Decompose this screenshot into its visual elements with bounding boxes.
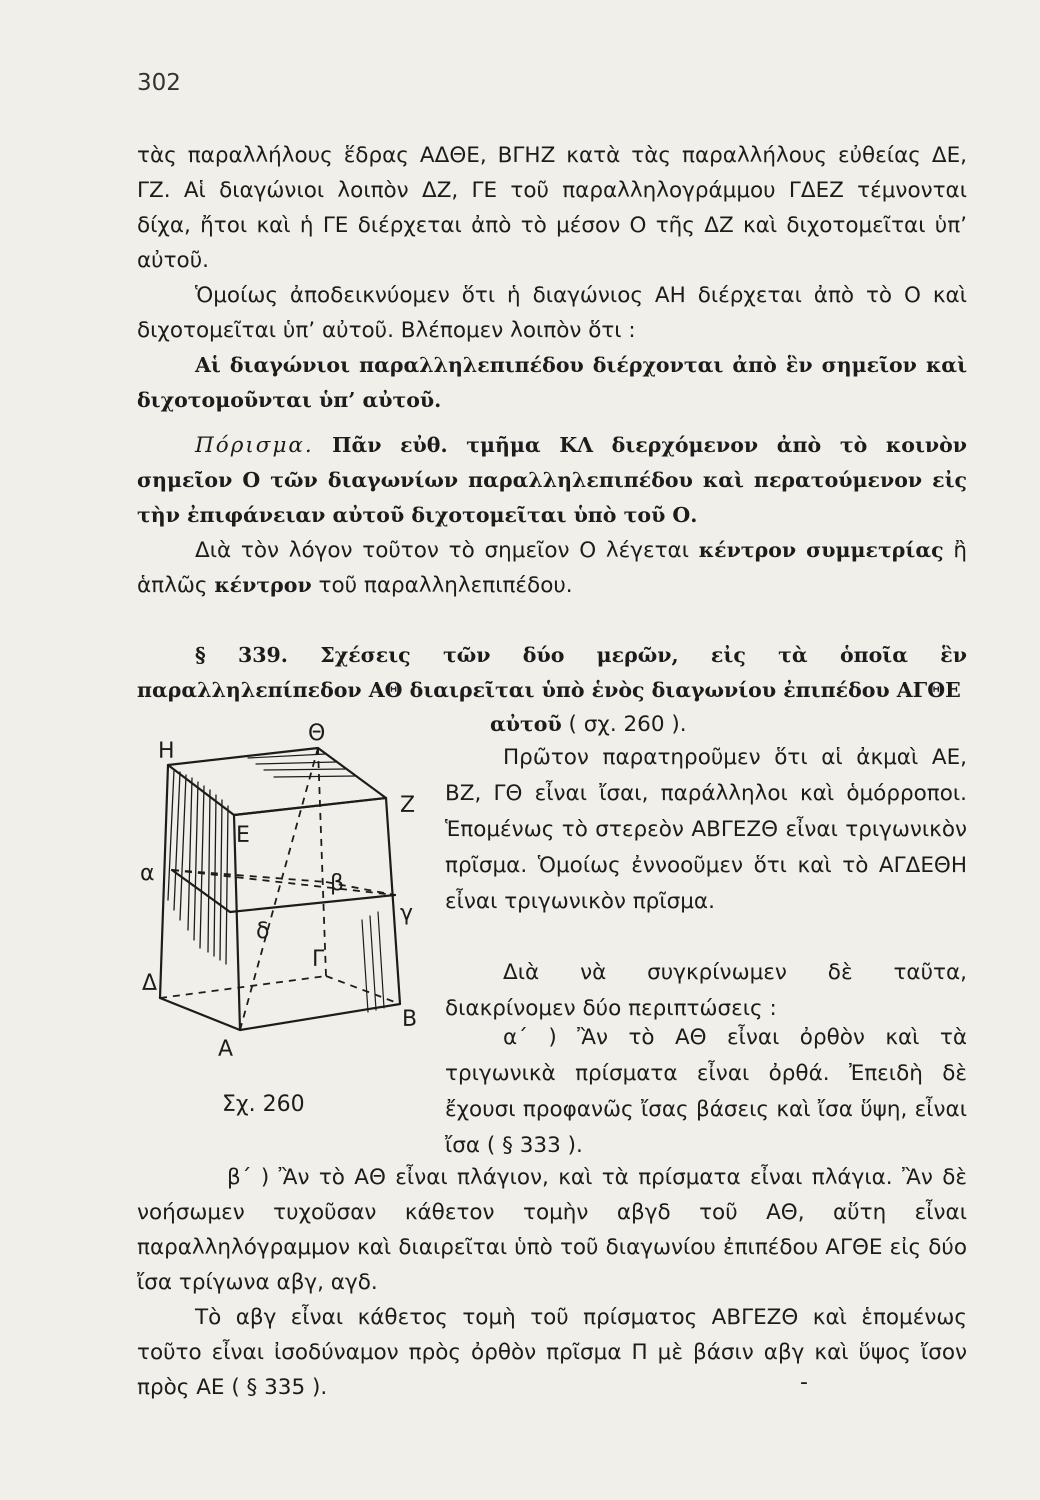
paragraph-1: τὰς παραλλήλους ἕδρας ΑΔΘΕ, ΒΓΗΖ κατὰ τὰς παραλλήλους εὐθείας ΔΕ, ΓΖ. Αἱ διαγώνιοι λοιπὸν ΔΖ, ΓΕ τοῦ παραλληλογράμμου ΓΔΕΖ τέμνονται δίχα, ἤτοι καὶ ἡ ΓΕ διέρχεται ἀπὸ τὸ μέσον Ο τῆς ΔΖ καὶ διχοτομεῖται ὑπ’ αὐτοῦ.	[137, 143, 967, 273]
section-339-title-end	[490, 706, 890, 743]
paragraph-8: Τὸ αβγ εἶναι κάθετος τομὴ τοῦ πρίσματος ΑΒΓΕΖΘ καὶ ἑπομένως τοῦτο εἶναι ἰσοδύναμον πρὸς ὀρθὸν πρῖσμα Π μὲ βάσιν αβγ καὶ ὕψος ἴσον πρὸς ΑΕ ( § 335 ).	[137, 1305, 967, 1400]
paragraph-5: Διὰ νὰ συγκρίνωμεν δὲ ταῦτα, διακρίνομεν δύο περιπτώσεις :	[445, 960, 967, 1021]
paragraph-7: β΄ ) Ἂν τὸ ΑΘ εἶναι πλάγιον, καὶ τὰ πρίσματα εἶναι πλάγια. Ἂν δὲ νοήσωμεν τυχοῦσαν κάθετον τομὴν αβγδ τοῦ ΑΘ, αὕτη εἶναι παραλληλόγραμμον καὶ διαιρεῖται ὑπὸ τοῦ διαγωνίου ἐπιπέδου ΑΓΘΕ εἰς δύο ἴσα τρίγωνα αβγ, αγδ.	[137, 1165, 967, 1295]
porisma	[137, 428, 967, 533]
porisma-label: Πόρισμα.	[195, 433, 314, 458]
paragraph-3-text-a: Διὰ τὸν λόγον τοῦτον τὸ σημεῖον Ο λέγεται	[195, 538, 689, 563]
label-beta-capital: Β	[402, 1007, 418, 1032]
term-center: κέντρον	[214, 573, 312, 597]
section-339-title: § 339. Σχέσεις τῶν δύο μερῶν, εἰς τὰ ὁποῖα ἓν παραλληλεπίπεδον ΑΘ διαιρεῖται ὑπὸ ἑνὸς διαγωνίου ἐπιπέδου ΑΓΘΕ	[137, 643, 967, 702]
theorem-statement: Αἱ διαγώνιοι παραλληλεπιπέδου διέρχονται ἀπὸ ἓν σημεῖον καὶ διχοτομοῦνται ὑπ’ αὐτοῦ.	[137, 353, 967, 412]
figure-reference: ( σχ. 260 ).	[568, 712, 687, 737]
porisma-text: Πᾶν εὐθ. τμῆμα ΚΛ διερχόμενον ἀπὸ τὸ κοινὸν σημεῖον Ο τῶν διαγωνίων παραλληλεπιπέδου καὶ περατούμενον εἰς τὴν ἐπιφάνειαν αὐτοῦ διχοτομεῖται ὑπὸ τοῦ Ο.	[137, 433, 967, 527]
label-delta-small: δ	[256, 919, 270, 944]
label-eta: Η	[158, 739, 175, 764]
label-gamma: Γ	[312, 947, 325, 972]
paragraph-4: Πρῶτον παρατηροῦμεν ὅτι αἱ ἀκμαὶ ΑΕ, ΒΖ, ΓΘ εἶναι ἴσαι, παράλληλοι καὶ ὁμόρροποι. Ἑπομένως τὸ στερεὸν ΑΒΓΕΖΘ εἶναι τριγωνικὸν πρῖσμα. Ὁμοίως ἐννοοῦμεν ὅτι καὶ τὸ ΑΓΔΕΘΗ εἶναι τριγωνικὸν πρῖσμα.	[445, 745, 967, 914]
paragraph-3-text-c: ἢ ἁπλῶς	[137, 538, 967, 598]
paragraph-2: Ὁμοίως ἀποδεικνύομεν ὅτι ἡ διαγώνιος ΑΗ διέρχεται ἀπὸ τὸ Ο καὶ διχοτομεῖται ὑπ’ αὐτοῦ. Βλέπομεν λοιπὸν ὅτι :	[137, 283, 967, 343]
figure-caption: Σχ. 260	[222, 1092, 305, 1117]
label-alpha-capital: Α	[218, 1037, 234, 1062]
label-zeta: Ζ	[400, 793, 416, 818]
section-title-end-word: αὐτοῦ	[490, 712, 562, 736]
trailing-mark: -	[800, 1370, 808, 1395]
paragraph-3	[137, 533, 967, 603]
label-alpha: α	[140, 861, 155, 886]
parallelepiped-diagram	[130, 720, 430, 1120]
label-gamma-small: γ	[400, 901, 414, 926]
label-theta: Θ	[308, 721, 326, 746]
term-center-of-symmetry: κέντρον συμμετρίας	[698, 538, 944, 562]
label-epsilon: Ε	[236, 823, 250, 848]
page-number: 302	[137, 70, 181, 96]
paragraph-6: α΄ ) Ἂν τὸ ΑΘ εἶναι ὀρθὸν καὶ τὰ τριγωνικὰ πρίσματα εἶναι ὀρθά. Ἐπειδὴ δὲ ἔχουσι προφανῶς ἴσας βάσεις καὶ ἴσα ὕψη, εἶναι ἴσα ( § 333 ).	[445, 1025, 967, 1158]
figure-260	[130, 720, 430, 1120]
paragraph-3-text-e: τοῦ παραλληλεπιπέδου.	[318, 573, 573, 598]
label-delta: Δ	[142, 971, 158, 996]
label-beta: β	[330, 871, 345, 896]
